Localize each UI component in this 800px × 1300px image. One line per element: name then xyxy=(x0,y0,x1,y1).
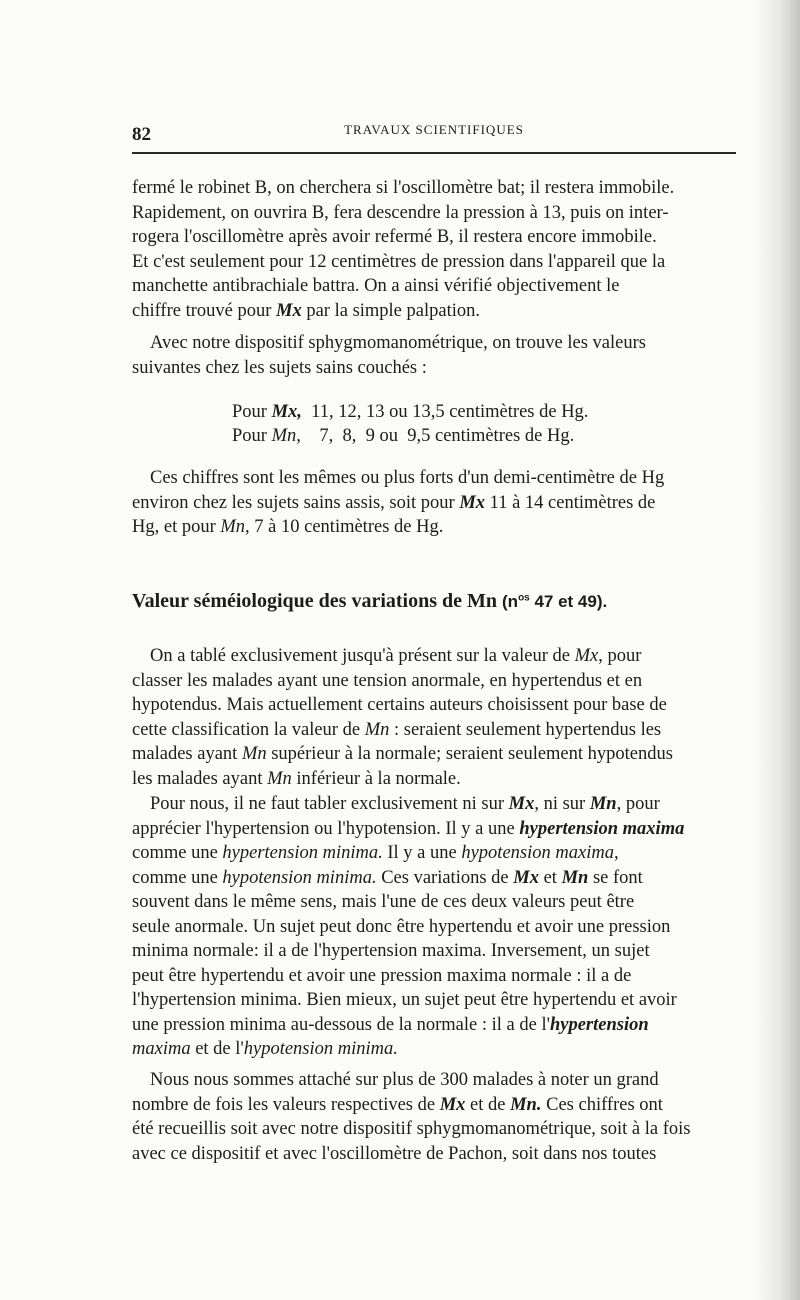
text-line: avec ce dispositif et avec l'oscillomètre de Pachon, soit dans nos toutes xyxy=(132,1143,657,1164)
text-line: cette classification la valeur de Mn : seraient seulement hypertendus les xyxy=(132,719,662,740)
text-line: l'hypertension minima. Bien mieux, un sujet peut être hypertendu et avoir xyxy=(132,990,677,1010)
text-line: Avec notre dispositif sphygmomanométrique, on trouve les valeurs xyxy=(150,333,646,353)
text-line: seule anormale. Un sujet peut donc être hypertendu et avoir une pression xyxy=(132,916,671,937)
text-line: minima normale: il a de l'hypertension maxima. Inversement, un sujet xyxy=(132,941,650,961)
page-number: 82 xyxy=(132,124,151,145)
pressure-values xyxy=(232,400,652,448)
text-line: manchette antibrachiale battra. On a ainsi vérifié objectivement le xyxy=(132,276,620,296)
text-line: souvent dans le même sens, mais l'une de ces deux valeurs peut être xyxy=(132,892,635,912)
text-line: Et c'est seulement pour 12 centimètres de pression dans l'appareil que la xyxy=(132,251,666,272)
text-line: été recueillis soit avec notre dispositif sphygmomanométrique, soit à la fois xyxy=(132,1119,691,1139)
text-line: On a tablé exclusivement jusqu'à présent sur la valeur de Mx, pour xyxy=(150,646,642,666)
text-line: environ chez les sujets sains assis, soit pour Mx 11 à 14 centimètres de xyxy=(132,492,656,513)
page-edge-shadow xyxy=(754,0,800,1300)
running-title: TRAVAUX SCIENTIFIQUES xyxy=(344,122,524,137)
text-line: suivantes chez les sujets sains couchés : xyxy=(132,357,427,378)
text-line: Ces chiffres sont les mêmes ou plus forts d'un demi-centimètre de Hg xyxy=(150,468,665,488)
paragraph-2 xyxy=(132,331,736,380)
text-line: classer les malades ayant une tension anormale, en hypertendus et en xyxy=(132,670,643,691)
paragraph-5 xyxy=(132,792,736,1062)
section-heading: Valeur séméiologique des variations de Mn ($n^{os}$ 47 et 49). xyxy=(132,590,608,612)
header-rule xyxy=(132,152,736,154)
text-line: Nous nous sommes attaché sur plus de 300 malades à noter un grand xyxy=(150,1070,659,1090)
text-line: comme une hypotension minima. Ces variations de Mx et Mn se font xyxy=(132,867,643,888)
values-row-mx: Pour Mx, 11, 12, 13 ou 13,5 centimètres de Hg. xyxy=(232,402,589,422)
paragraph-6 xyxy=(132,1068,736,1166)
text-line: apprécier l'hypertension ou l'hypotension. Il y a une hypertension maxima xyxy=(132,818,685,839)
text-line: une pression minima au-dessous de la normale : il a de l'hypertension xyxy=(132,1014,649,1035)
paragraph-4 xyxy=(132,644,736,791)
text-line: nombre de fois les valeurs respectives de Mx et de Mn. Ces chiffres ont xyxy=(132,1094,663,1115)
text-line: Rapidement, on ouvrira B, fera descendre la pression à 13, puis on inter- xyxy=(132,202,669,223)
text-line: chiffre trouvé pour Mx par la simple palpation. xyxy=(132,300,480,321)
text-line: les malades ayant Mn inférieur à la normale. xyxy=(132,768,461,789)
paragraph-3 xyxy=(132,466,736,540)
text-line: hypotendus. Mais actuellement certains auteurs choisissent pour base de xyxy=(132,695,667,715)
text-line: maxima et de l'hypotension minima. xyxy=(132,1039,398,1059)
text-line: Pour nous, il ne faut tabler exclusivement ni sur Mx, ni sur Mn, pour xyxy=(150,794,660,814)
paragraph-1 xyxy=(132,176,736,323)
text-line: comme une hypertension minima. Il y a une hypotension maxima, xyxy=(132,843,619,863)
text-line: malades ayant Mn supérieur à la normale; seraient seulement hypotendus xyxy=(132,744,673,764)
values-row-mn: Pour Mn, 7, 8, 9 ou 9,5 centimètres de Hg. xyxy=(232,426,575,446)
page-header xyxy=(132,116,736,146)
text-line: fermé le robinet B, on cherchera si l'oscillomètre bat; il restera immobile. xyxy=(132,178,675,198)
text-line: peut être hypertendu et avoir une pression maxima normale : il a de xyxy=(132,965,632,986)
text-line: rogera l'oscillomètre après avoir refermé B, il restera encore immobile. xyxy=(132,227,657,247)
text-line: Hg, et pour Mn, 7 à 10 centimètres de Hg. xyxy=(132,517,444,537)
